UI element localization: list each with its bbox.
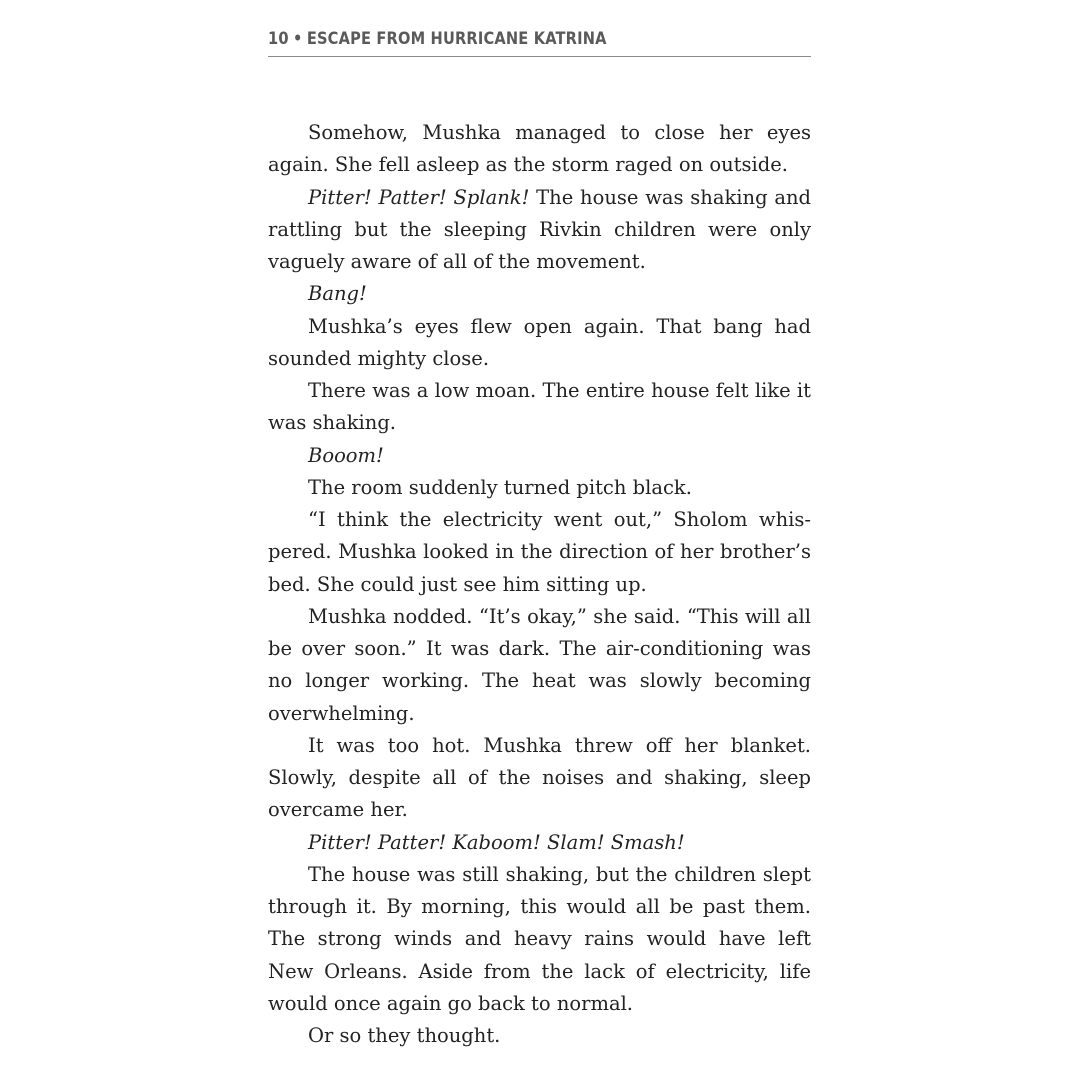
- paragraph: Mushka’s eyes flew open again. That bang had sounded mighty close.: [268, 314, 811, 370]
- book-title: ESCAPE FROM HURRICANE KATRINA: [306, 29, 607, 49]
- paragraph: The house was still shaking, but the children slept through it. By morning, this would all be past them. The strong winds and heavy rains would have left New Orleans. Aside from the lack of electricity, life would once again go back to normal.: [268, 862, 811, 1015]
- paragraph: “I think the electricity went out,” Sholom whispered. Mushka looked in the direction of her brother’s bed. She could just see him sitting up.: [268, 508, 811, 596]
- header-rule: [268, 56, 811, 57]
- paragraph: [268, 182, 811, 279]
- paragraph: Mushka nodded. “It’s okay,” she said. “This will all be over soon.” It was dark. The air-conditioning was no longer working. The heat was slowly becoming overwhelming.: [268, 604, 811, 725]
- sound-effect-paragraph: Booom!: [308, 443, 384, 467]
- italic-sound-effect: Pitter! Patter! Splank!: [308, 185, 530, 209]
- paragraph: Or so they thought.: [308, 1024, 501, 1047]
- page-number: 10: [268, 29, 289, 49]
- paragraph: Somehow, Mushka managed to close her eyes again. She fell asleep as the storm raged on outside.: [268, 121, 811, 177]
- book-page: [268, 22, 811, 1052]
- paragraph: It was too hot. Mushka threw off her blanket. Slowly, despite all of the noises and shaking, sleep overcame her.: [268, 733, 811, 822]
- paragraph-text: The house was shaking and rattling but the sleeping Rivkin children were only vaguely aware of all of the movement.: [268, 185, 811, 273]
- sound-effect-paragraph: Pitter! Patter! Kaboom! Slam! Smash!: [308, 830, 685, 854]
- paragraph: There was a low moan. The entire house felt like it was shaking.: [268, 379, 811, 435]
- body-text: [268, 117, 811, 1052]
- running-head-separator: •: [292, 29, 303, 49]
- paragraph: The room suddenly turned pitch black.: [308, 475, 692, 499]
- running-head: [268, 22, 735, 56]
- sound-effect-paragraph: Bang!: [308, 282, 367, 306]
